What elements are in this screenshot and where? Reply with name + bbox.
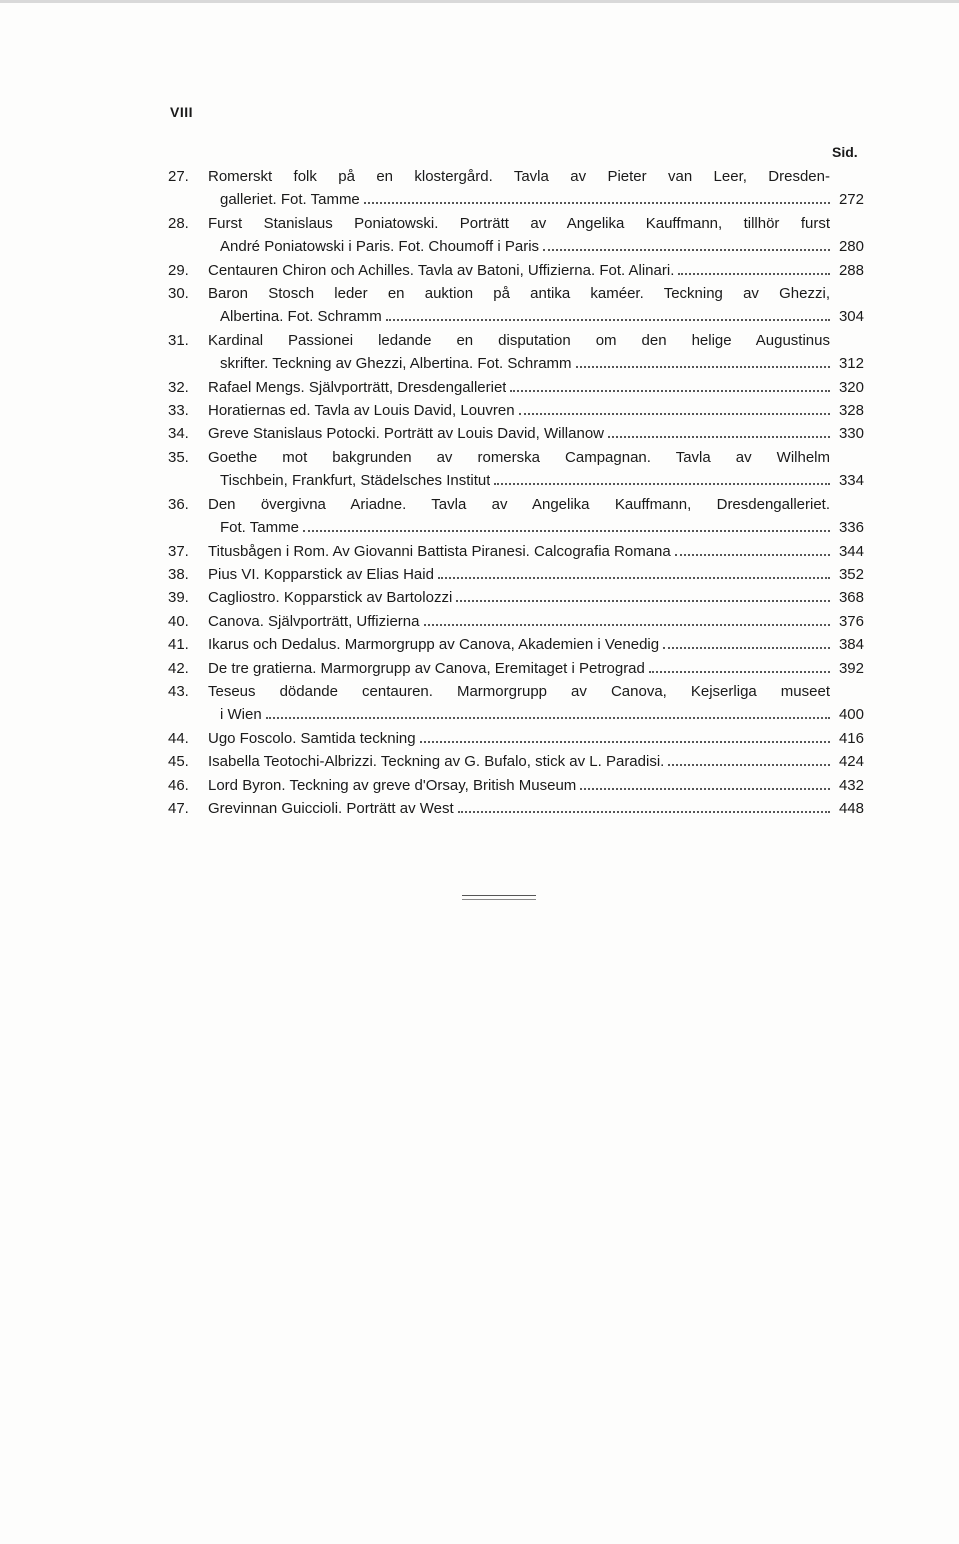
entry-text [208, 282, 864, 329]
dot-leader [420, 740, 830, 743]
page-reference: 392 [838, 659, 864, 677]
entry-caption: Tischbein, Frankfurt, Städelsches Institut [220, 472, 491, 490]
dot-leader [649, 670, 830, 673]
entry-line [208, 446, 864, 469]
list-item [168, 165, 864, 212]
entry-caption: Teseus dödande centauren. Marmorgrupp av Canova, Kejserliga museet [208, 682, 830, 700]
entry-line [208, 352, 864, 375]
entry-text [208, 329, 864, 376]
entry-text [208, 376, 864, 399]
dot-leader [675, 553, 830, 556]
entry-line [208, 703, 864, 726]
entry-caption: Cagliostro. Kopparstick av Bartolozzi [208, 589, 453, 607]
page-reference: 312 [838, 355, 864, 373]
entry-number: 41. [168, 636, 189, 654]
dot-leader [438, 576, 830, 579]
entry-number: 38. [168, 565, 189, 583]
entry-number: 47. [168, 799, 189, 817]
entry-caption: i Wien [220, 706, 262, 724]
page-column-header: Sid. [832, 144, 858, 160]
entry-text [208, 727, 864, 750]
list-item [168, 633, 864, 656]
page-reference: 272 [838, 191, 864, 209]
list-item [168, 212, 864, 259]
entry-number: 35. [168, 448, 189, 466]
entry-number: 36. [168, 495, 189, 513]
entry-text [208, 540, 864, 563]
page-reference: 320 [838, 378, 864, 396]
entry-line [208, 165, 864, 188]
entry-line [208, 727, 864, 750]
top-edge [0, 0, 959, 3]
page-reference: 432 [838, 776, 864, 794]
list-item [168, 493, 864, 540]
list-item [168, 446, 864, 493]
page-reference: 384 [838, 636, 864, 654]
list-item [168, 376, 864, 399]
entry-number: 45. [168, 753, 189, 771]
list-item [168, 610, 864, 633]
dot-leader [519, 412, 830, 415]
entry-text [208, 750, 864, 773]
entry-number: 34. [168, 425, 189, 443]
entry-line [208, 586, 864, 609]
entry-number: 44. [168, 729, 189, 747]
entry-caption: Romerskt folk på en klostergård. Tavla av Pieter van Leer, Dresden- [208, 168, 830, 185]
dot-leader [458, 810, 830, 813]
entry-text [208, 259, 864, 282]
entry-number: 29. [168, 261, 189, 279]
entry-text [208, 774, 864, 797]
entry-number: 37. [168, 542, 189, 560]
entry-caption: Centauren Chiron och Achilles. Tavla av Batoni, Uffizierna. Fot. Alinari. [208, 261, 675, 279]
illustration-list [168, 165, 864, 820]
list-item [168, 329, 864, 376]
entry-line [208, 188, 864, 211]
entry-line [208, 329, 864, 352]
dot-leader [663, 646, 830, 649]
page-reference: 330 [838, 425, 864, 443]
entry-text [208, 586, 864, 609]
entry-line [208, 422, 864, 445]
entry-line [208, 469, 864, 492]
entry-text [208, 563, 864, 586]
dot-leader [456, 599, 830, 602]
list-item [168, 540, 864, 563]
entry-line [208, 212, 864, 235]
entry-text [208, 165, 864, 212]
list-item [168, 680, 864, 727]
page-reference: 334 [838, 472, 864, 490]
entry-line [208, 540, 864, 563]
page-reference: 376 [838, 612, 864, 630]
entry-caption: Horatiernas ed. Tavla av Louis David, Louvren [208, 402, 515, 420]
list-item [168, 586, 864, 609]
dot-leader [668, 763, 830, 766]
page-reference: 280 [838, 238, 864, 256]
entry-caption: Canova. Självporträtt, Uffizierna [208, 612, 420, 630]
entry-text [208, 610, 864, 633]
entry-number: 30. [168, 285, 189, 303]
dot-leader [580, 787, 830, 790]
list-item [168, 750, 864, 773]
entry-line [208, 563, 864, 586]
entry-text [208, 493, 864, 540]
entry-text [208, 657, 864, 680]
entry-line [208, 680, 864, 703]
entry-caption: Fot. Tamme [220, 519, 299, 537]
entry-line [208, 633, 864, 656]
entry-line [208, 797, 864, 820]
end-rule [462, 895, 536, 896]
entry-line [208, 259, 864, 282]
entry-caption: Lord Byron. Teckning av greve d'Orsay, British Museum [208, 776, 577, 794]
dot-leader [543, 248, 830, 251]
page-reference: 448 [838, 799, 864, 817]
page-reference: 336 [838, 519, 864, 537]
entry-caption: Furst Stanislaus Poniatowski. Porträtt av Angelika Kauffmann, tillhör furst [208, 214, 830, 232]
entry-line [208, 305, 864, 328]
entry-number: 40. [168, 612, 189, 630]
entry-caption: Ugo Foscolo. Samtida teckning [208, 729, 416, 747]
dot-leader [303, 529, 830, 532]
end-rule-second [462, 899, 536, 900]
list-item [168, 727, 864, 750]
entry-line [208, 750, 864, 773]
list-item [168, 259, 864, 282]
list-item [168, 399, 864, 422]
entry-caption: Albertina. Fot. Schramm [220, 308, 382, 326]
entry-text [208, 633, 864, 656]
entry-text [208, 212, 864, 259]
entry-line [208, 376, 864, 399]
entry-text [208, 399, 864, 422]
entry-line [208, 493, 864, 516]
entry-caption: Grevinnan Guiccioli. Porträtt av West [208, 799, 454, 817]
entry-line [208, 610, 864, 633]
entry-caption: Goethe mot bakgrunden av romerska Campagnan. Tavla av Wilhelm [208, 448, 830, 466]
entry-caption: Den övergivna Ariadne. Tavla av Angelika Kauffmann, Dresdengalleriet. [208, 495, 830, 513]
entry-line [208, 235, 864, 258]
page-reference: 368 [838, 589, 864, 607]
list-item [168, 797, 864, 820]
entry-caption: Baron Stosch leder en auktion på antika kaméer. Teckning av Ghezzi, [208, 285, 830, 303]
entry-number: 31. [168, 331, 189, 349]
dot-leader [510, 389, 830, 392]
entry-number: 42. [168, 659, 189, 677]
dot-leader [678, 272, 830, 275]
entry-text [208, 446, 864, 493]
dot-leader [576, 365, 830, 368]
page-reference: 424 [838, 753, 864, 771]
entry-caption: Pius VI. Kopparstick av Elias Haid [208, 565, 434, 583]
page-reference: 288 [838, 261, 864, 279]
entry-number: 39. [168, 589, 189, 607]
dot-leader [608, 435, 830, 438]
entry-caption: Kardinal Passionei ledande en disputation om den helige Augustinus [208, 331, 830, 349]
entry-caption: galleriet. Fot. Tamme [220, 191, 360, 209]
entry-number: 46. [168, 776, 189, 794]
page-reference: 344 [838, 542, 864, 560]
page-reference: 400 [838, 706, 864, 724]
entry-line [208, 657, 864, 680]
page-number: VIII [170, 104, 194, 120]
entry-text [208, 680, 864, 727]
dot-leader [424, 623, 831, 626]
entry-line [208, 282, 864, 305]
list-item [168, 282, 864, 329]
entry-text [208, 797, 864, 820]
entry-caption: Isabella Teotochi-Albrizzi. Teckning av G. Bufalo, stick av L. Paradisi. [208, 753, 665, 771]
list-item [168, 422, 864, 445]
entry-caption: Rafael Mengs. Självporträtt, Dresdengalleriet [208, 378, 507, 396]
page-reference: 304 [838, 308, 864, 326]
entry-number: 27. [168, 168, 189, 185]
list-item [168, 563, 864, 586]
entry-caption: Ikarus och Dedalus. Marmorgrupp av Canova, Akademien i Venedig [208, 636, 660, 654]
entry-text [208, 422, 864, 445]
entry-caption: Titusbågen i Rom. Av Giovanni Battista Piranesi. Calcografia Romana [208, 542, 671, 560]
page-reference: 328 [838, 402, 864, 420]
entry-caption: Greve Stanislaus Potocki. Porträtt av Louis David, Willanow [208, 425, 604, 443]
entry-number: 43. [168, 682, 189, 700]
entry-caption: André Poniatowski i Paris. Fot. Choumoff i Paris [220, 238, 540, 256]
entry-line [208, 774, 864, 797]
dot-leader [386, 318, 830, 321]
list-item [168, 774, 864, 797]
dot-leader [494, 482, 830, 485]
list-item [168, 657, 864, 680]
entry-number: 32. [168, 378, 189, 396]
dot-leader [364, 201, 830, 204]
dot-leader [266, 716, 830, 719]
entry-caption: skrifter. Teckning av Ghezzi, Albertina. Fot. Schramm [220, 355, 572, 373]
page-reference: 352 [838, 565, 864, 583]
entry-line [208, 399, 864, 422]
page-reference: 416 [838, 729, 864, 747]
entry-line [208, 516, 864, 539]
entry-caption: De tre gratierna. Marmorgrupp av Canova, Eremitaget i Petrograd [208, 659, 645, 677]
entry-number: 28. [168, 214, 189, 232]
entry-number: 33. [168, 402, 189, 420]
